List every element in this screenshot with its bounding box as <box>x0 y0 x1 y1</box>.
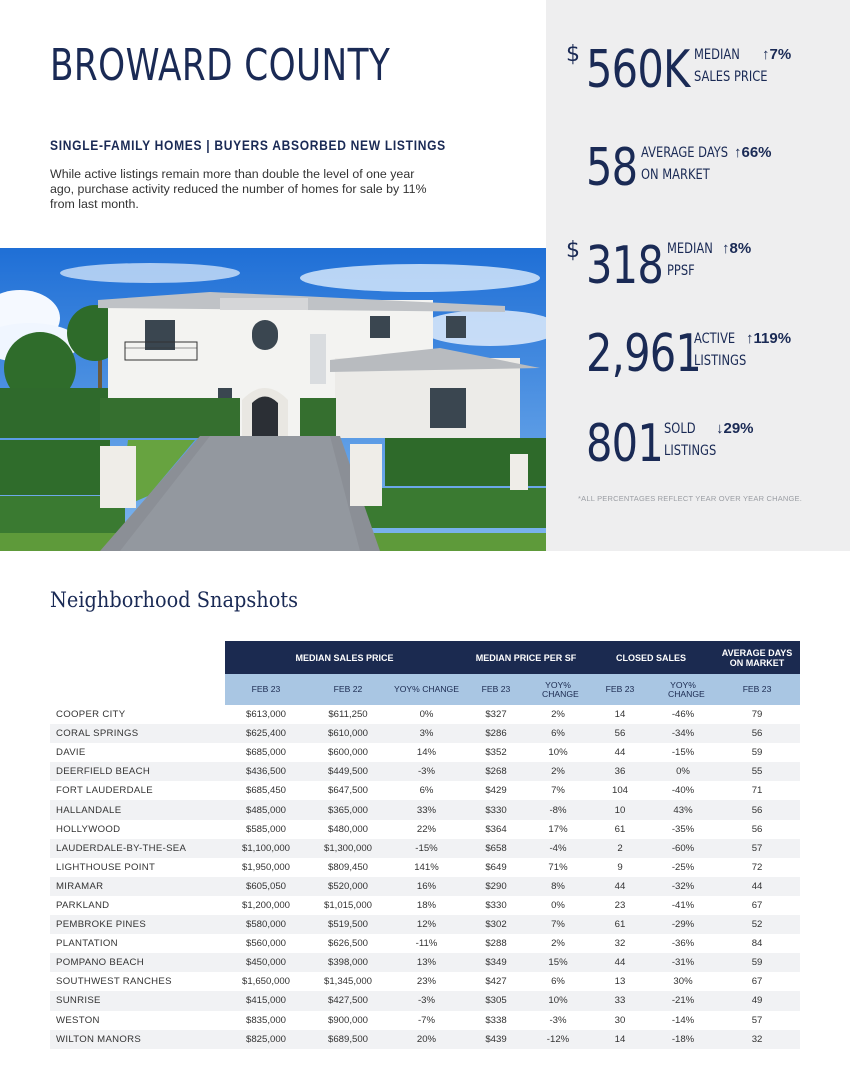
table-cell: 6% <box>419 785 434 797</box>
stat-value: 801 <box>586 414 664 474</box>
table-cell: 57 <box>714 839 800 858</box>
table-cell: 6% <box>528 724 588 743</box>
stat-prefix: $ <box>566 238 580 263</box>
page-description: While active listings remain more than double the level of one year ago, purchase activity reduced the number of homes for sale by 11% from last month. <box>50 167 427 211</box>
table-cell: 0% <box>652 762 714 781</box>
table-row <box>50 915 800 934</box>
neighborhood-name: SOUTHWEST RANCHES <box>56 976 172 988</box>
table-cell: 33 <box>588 991 652 1010</box>
neighborhood-name: PARKLAND <box>56 899 110 911</box>
table-cell: -36% <box>671 938 695 950</box>
table-cell: 43% <box>652 800 714 819</box>
table-cell: -29% <box>652 915 714 934</box>
table-cell: 30 <box>614 1014 626 1026</box>
table-cell: -7% <box>417 1014 436 1026</box>
table-row <box>50 934 800 953</box>
subheader-cell: YOY% CHANGE <box>389 674 464 705</box>
table-cell: $605,050 <box>225 877 307 896</box>
table-cell: 13 <box>614 976 626 988</box>
table-cell: 14 <box>588 1030 652 1049</box>
table-cell: 17% <box>548 823 568 835</box>
table-row <box>50 781 800 800</box>
page-title: BROWARD COUNTY <box>50 40 391 91</box>
table-cell: 71 <box>751 785 763 797</box>
table-cell: $450,000 <box>225 953 307 972</box>
stat-prefix: $ <box>566 42 580 67</box>
table-cell: 2% <box>551 709 565 721</box>
table-cell: -12% <box>528 1030 588 1049</box>
table-cell: 10% <box>548 747 568 759</box>
table-cell: $519,500 <box>307 915 389 934</box>
table-cell: $689,500 <box>307 1030 389 1049</box>
table-header-blank <box>50 641 225 674</box>
neighborhood-name: POMPANO BEACH <box>50 953 225 972</box>
table-row <box>50 1011 800 1030</box>
table-cell: $480,000 <box>327 823 368 835</box>
subheader-cell: YOY% CHANGE <box>528 674 588 705</box>
header-average-days-on-market: AVERAGE DAYS ON MARKET <box>714 641 800 674</box>
neighborhood-name: PLANTATION <box>56 938 118 950</box>
table-group-header-row <box>50 641 800 674</box>
table-cell: 20% <box>389 1030 464 1049</box>
neighborhood-name: COOPER CITY <box>56 709 126 721</box>
table-cell: -25% <box>671 861 695 873</box>
table-cell: $398,000 <box>307 953 389 972</box>
table-cell: $649 <box>485 861 507 873</box>
stat-value: 318 <box>586 236 664 296</box>
table-cell: $580,000 <box>225 915 307 934</box>
table-cell: 12% <box>389 915 464 934</box>
subheader-cell: FEB 22 <box>307 674 389 705</box>
table-cell: $647,500 <box>327 785 368 797</box>
table-cell: -11% <box>415 938 438 950</box>
table-cell: $330 <box>464 800 528 819</box>
neighborhood-name: WESTON <box>56 1014 100 1026</box>
table-cell: 36 <box>588 762 652 781</box>
table-cell: -31% <box>652 953 714 972</box>
table-cell: 15% <box>528 953 588 972</box>
stat-change: ↑119% <box>746 330 792 347</box>
table-cell: $520,000 <box>307 877 389 896</box>
table-cell: $835,000 <box>245 1014 286 1026</box>
table-cell: 10% <box>528 991 588 1010</box>
table-cell: 104 <box>612 785 629 797</box>
table-cell: 44 <box>614 747 626 759</box>
table-cell: 14% <box>416 747 437 759</box>
table-cell: $560,000 <box>245 938 286 950</box>
table-cell: $415,000 <box>225 991 307 1010</box>
neighborhood-name: LAUDERDALE-BY-THE-SEA <box>50 839 225 858</box>
table-cell: 8% <box>528 877 588 896</box>
table-cell: -15% <box>671 747 695 759</box>
table-cell: 32 <box>614 938 626 950</box>
table-cell: -32% <box>652 877 714 896</box>
footnote: *ALL PERCENTAGES REFLECT YEAR OVER YEAR CHANGE. <box>578 494 803 503</box>
table-cell: $1,650,000 <box>241 976 290 988</box>
stat-label-line2: ON MARKET <box>641 167 710 183</box>
table-cell: $352 <box>485 747 507 759</box>
table-cell: -4% <box>528 839 588 858</box>
table-cell: $1,950,000 <box>241 861 290 873</box>
stat-label-line1: SOLD <box>664 421 696 437</box>
table-cell: $429 <box>485 785 507 797</box>
stat-label-line2: PPSF <box>667 263 695 279</box>
neighborhood-name: HALLANDALE <box>50 800 225 819</box>
table-cell: $585,000 <box>245 823 286 835</box>
table-cell: 44 <box>714 877 800 896</box>
table-cell: 49 <box>714 991 800 1010</box>
header-median-sales-price: MEDIAN SALES PRICE <box>225 641 464 674</box>
table-cell: 71% <box>548 861 568 873</box>
table-cell: -40% <box>671 785 695 797</box>
table-body <box>50 705 800 1049</box>
page-subtitle: SINGLE-FAMILY HOMES | BUYERS ABSORBED NEW LISTINGS <box>50 137 446 153</box>
table-row <box>50 991 800 1010</box>
table-cell: $449,500 <box>307 762 389 781</box>
table-cell: 10 <box>588 800 652 819</box>
table-cell: $1,300,000 <box>307 839 389 858</box>
neighborhood-name: HOLLYWOOD <box>56 823 121 835</box>
table-cell: $268 <box>464 762 528 781</box>
stat-change: ↑7% <box>762 46 792 63</box>
table-cell: $327 <box>485 709 507 721</box>
table-cell: $825,000 <box>225 1030 307 1049</box>
table-row <box>50 762 800 781</box>
stat-label-line2: LISTINGS <box>694 353 747 369</box>
table-cell: 56 <box>714 724 800 743</box>
table-row <box>50 953 800 972</box>
intro-section <box>50 40 520 212</box>
table-cell: -3% <box>389 762 464 781</box>
neighborhood-name: DEERFIELD BEACH <box>50 762 225 781</box>
table-cell: $658 <box>464 839 528 858</box>
table-cell: 30% <box>673 976 693 988</box>
table-cell: 56 <box>714 800 800 819</box>
table-cell: $1,345,000 <box>323 976 372 988</box>
table-cell: $330 <box>485 899 507 911</box>
table-row <box>50 800 800 819</box>
stat-value: 58 <box>586 138 638 198</box>
subheader-cell: FEB 23 <box>225 674 307 705</box>
table-row <box>50 896 800 915</box>
table-cell: 59 <box>714 953 800 972</box>
table-cell: $439 <box>464 1030 528 1049</box>
table-cell: 79 <box>751 709 763 721</box>
table-cell: 0% <box>551 899 565 911</box>
table-cell: -60% <box>652 839 714 858</box>
stat-label-line1: MEDIAN <box>667 241 713 257</box>
table-cell: $1,100,000 <box>225 839 307 858</box>
neighborhood-name: PEMBROKE PINES <box>50 915 225 934</box>
table-cell: $613,000 <box>245 709 286 721</box>
stats-panel <box>546 0 850 551</box>
table-subheader-row <box>50 674 800 705</box>
table-cell: $610,000 <box>307 724 389 743</box>
table-row <box>50 972 800 991</box>
table-cell: 67 <box>751 899 763 911</box>
table-cell: 16% <box>389 877 464 896</box>
stat-change: ↓29% <box>716 420 754 437</box>
table-cell: -3% <box>389 991 464 1010</box>
table-cell: $485,000 <box>225 800 307 819</box>
table-row <box>50 877 800 896</box>
table-cell: $427 <box>485 976 507 988</box>
table-cell: 56 <box>751 823 763 835</box>
table-cell: -8% <box>528 800 588 819</box>
house-photo <box>0 248 546 551</box>
table-cell: $427,500 <box>307 991 389 1010</box>
table-cell: 57 <box>751 1014 763 1026</box>
table-row <box>50 724 800 743</box>
table-cell: $1,015,000 <box>323 899 372 911</box>
neighborhood-name: SUNRISE <box>50 991 225 1010</box>
stat-value: 2,961 <box>586 324 702 384</box>
table-cell: $349 <box>464 953 528 972</box>
neighborhood-table <box>50 641 800 1049</box>
table-cell: -21% <box>652 991 714 1010</box>
table-cell: 44 <box>588 953 652 972</box>
table-cell: 22% <box>416 823 437 835</box>
table-cell: 6% <box>551 976 565 988</box>
header-closed-sales: CLOSED SALES <box>588 641 714 674</box>
table-cell: $600,000 <box>327 747 368 759</box>
table-cell: -35% <box>671 823 695 835</box>
table-cell: 3% <box>389 724 464 743</box>
neighborhood-name: WILTON MANORS <box>50 1030 225 1049</box>
stat-change: ↑66% <box>734 144 772 161</box>
table-cell: $288 <box>485 938 507 950</box>
stat-value: 560K <box>586 40 690 100</box>
header-median-price-per-sf: MEDIAN PRICE PER SF <box>464 641 588 674</box>
table-cell: $338 <box>485 1014 507 1026</box>
table-cell: -46% <box>671 709 695 721</box>
table-row <box>50 743 800 762</box>
table-cell: 23% <box>416 976 437 988</box>
subheader-cell: YOY% CHANGE <box>652 674 714 705</box>
table-row <box>50 1030 800 1049</box>
table-cell: 33% <box>389 800 464 819</box>
table-cell: 7% <box>551 785 565 797</box>
subheader-cell: FEB 23 <box>714 674 800 705</box>
table-cell: $611,250 <box>328 709 368 721</box>
table-cell: -18% <box>652 1030 714 1049</box>
neighborhood-name: CORAL SPRINGS <box>50 724 225 743</box>
table-row <box>50 705 800 724</box>
table-cell: 55 <box>714 762 800 781</box>
table-cell: 72 <box>751 861 763 873</box>
table-cell: -14% <box>671 1014 695 1026</box>
table-cell: $436,500 <box>225 762 307 781</box>
table-cell: $685,000 <box>245 747 286 759</box>
table-cell: $685,450 <box>245 785 286 797</box>
table-cell: $900,000 <box>327 1014 368 1026</box>
table-cell: $290 <box>464 877 528 896</box>
table-cell: -15% <box>389 839 464 858</box>
stat-label-line2: SALES PRICE <box>694 69 768 85</box>
table-cell: $809,450 <box>327 861 368 873</box>
table-cell: 0% <box>419 709 434 721</box>
section-title: Neighborhood Snapshots <box>50 588 299 612</box>
table-cell: 13% <box>389 953 464 972</box>
table-subheader-blank <box>50 674 225 705</box>
table-cell: $286 <box>464 724 528 743</box>
stat-label-line1: ACTIVE <box>694 331 736 347</box>
table-cell: 56 <box>588 724 652 743</box>
table-cell: 44 <box>588 877 652 896</box>
table-row <box>50 839 800 858</box>
table-cell: $625,400 <box>225 724 307 743</box>
table-cell: -3% <box>549 1014 567 1026</box>
table-cell: 67 <box>751 976 763 988</box>
table-cell: 2% <box>551 938 565 950</box>
table-cell: 18% <box>416 899 437 911</box>
table-cell: 2% <box>528 762 588 781</box>
table-cell: 32 <box>714 1030 800 1049</box>
table-cell: 14 <box>614 709 626 721</box>
neighborhood-name: FORT LAUDERDALE <box>56 785 153 797</box>
table-cell: 9 <box>617 861 623 873</box>
stat-label-line1: AVERAGE DAYS <box>641 145 729 161</box>
table-cell: $364 <box>485 823 507 835</box>
table-cell: $1,200,000 <box>241 899 290 911</box>
table-cell: $626,500 <box>327 938 368 950</box>
table-cell: $365,000 <box>307 800 389 819</box>
stat-change: ↑8% <box>722 240 752 257</box>
neighborhood-name: DAVIE <box>56 747 86 759</box>
table-cell: -41% <box>671 899 695 911</box>
neighborhood-name: MIRAMAR <box>50 877 225 896</box>
table-cell: 52 <box>714 915 800 934</box>
table-cell: 7% <box>528 915 588 934</box>
table-cell: $302 <box>464 915 528 934</box>
table-row <box>50 858 800 877</box>
table-cell: 141% <box>414 861 439 873</box>
table-cell: 59 <box>751 747 763 759</box>
table-cell: 61 <box>588 915 652 934</box>
table-cell: 23 <box>614 899 626 911</box>
neighborhood-name: LIGHTHOUSE POINT <box>56 861 156 873</box>
table-cell: $305 <box>464 991 528 1010</box>
table-cell: -34% <box>652 724 714 743</box>
table-cell: 84 <box>751 938 763 950</box>
stat-label-line2: LISTINGS <box>664 443 717 459</box>
subheader-cell: FEB 23 <box>588 674 652 705</box>
subheader-cell: FEB 23 <box>464 674 528 705</box>
table-cell: 61 <box>614 823 626 835</box>
stat-label-line1: MEDIAN <box>694 47 740 63</box>
table-cell: 2 <box>588 839 652 858</box>
table-row <box>50 820 800 839</box>
